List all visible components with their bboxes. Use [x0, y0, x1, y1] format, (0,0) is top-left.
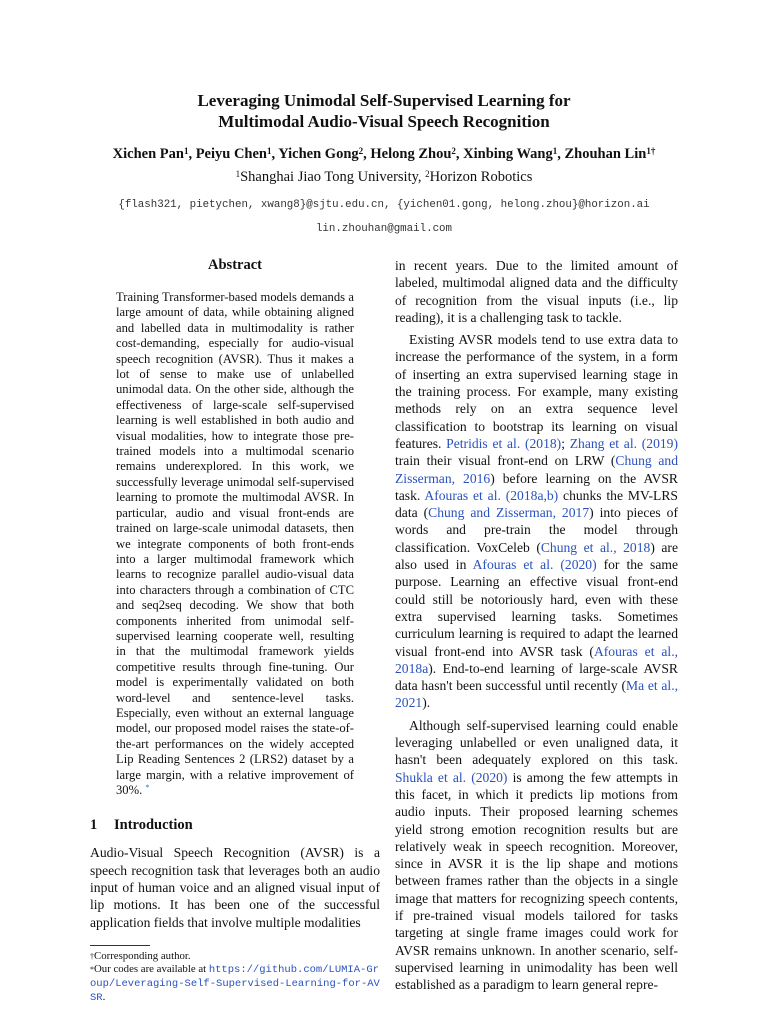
title-line-1: Leveraging Unimodal Self-Supervised Learning for	[197, 91, 571, 110]
paragraph-text: ). End-to-end learning of large-scale AVSR data hasn't been successful until recently (	[395, 660, 678, 694]
citation-link[interactable]: Petridis et al. (2018)	[446, 435, 562, 451]
author: Yichen Gong$^2$	[278, 146, 364, 162]
citation-link[interactable]: Afouras et al., 2018a	[395, 643, 678, 676]
paragraph-text: Existing AVSR models tend to use extra data to increase the performance of the system, in a form of inserting an extra supervised learning stage in the training process. For example, many existing methods rely on an extra sequence level classification to bootstrap its learning on visual features.	[395, 332, 678, 451]
paragraph-text: for the same purpose. Learning an effective visual front-end could still be notoriously hard, even with these extra supervised learning tasks. Sometimes curriculum learning is required to adapt the learned visual front-end into AVSR task (	[395, 557, 678, 659]
citation-link[interactable]: Shukla et al. (2020)	[395, 769, 508, 785]
intro-paragraph: Audio-Visual Speech Recognition (AVSR) is a speech recognition task that leverages both an audio input of human voice and an aligned visual input of lip motions. It has been one of the successful application fields that involve multiple modalities	[90, 845, 380, 930]
author: Zhouhan Lin$^{1\dagger}$	[564, 146, 656, 162]
citation-link[interactable]: Chung et al., 2018	[540, 539, 651, 555]
paragraph-text: ).	[422, 695, 431, 711]
section-heading-introduction: 1 Introduction	[90, 817, 193, 834]
footnote-divider	[90, 945, 150, 946]
footnote-marker[interactable]: *	[145, 783, 150, 792]
citation-link[interactable]: Chung and Zisserman, 2016	[395, 453, 679, 486]
paragraph-text: ) before learning on the AVSR task.	[395, 470, 678, 503]
self-supervised-paragraph	[395, 717, 678, 994]
footnote-code: *Our codes are available at https://github.com/LUMIA-Group/Leveraging-Self-Supervised-Learning-for-AVSR.	[90, 962, 380, 1004]
footnote-corresponding: †Corresponding author.	[90, 949, 191, 962]
paragraph-text: train their visual front-end on LRW (	[395, 453, 616, 469]
right-column	[395, 257, 678, 993]
paragraph-text: ) are also used in	[395, 539, 678, 573]
abstract-text: Training Transformer-based models demands a large amount of data, while obtaining aligned and labelled data in multimodality is rather cost-demanding, especially for audio-visual speech recognition (AVSR). Thus it makes a lot of sense to make use of unlabelled unimodal data. On the other side, although the effectiveness of large-scale self-supervised learning is well established in both audio and visual modalities, how to integrate those pre-trained models into a multimodal scenario remains underexplored. In this work, we successfully leverage unimodal self-supervised learning to promote the multimodal AVSR. In particular, audio and visual front-ends are trained on large-scale unimodal datasets, then we integrate components of both front-ends into a larger multimodal framework which learns to recognize parallel audio-visual data into characters through a combination of CTC and seq2seq decoding. We show that both components inherited from unimodal self-supervised learning cooperate well, resulting in that the multimodal framework yields competitive results through fine-tuning. Our model is experimentally validated on both word-level and sentence-level tasks. Especially, even without an external language model, our proposed model raises the state-of-the-art performances on the widely accepted Lip Reading Sentences 2 (LRS2) dataset by a large margin, with a relative improvement of 30%. *	[116, 290, 354, 797]
author: Xinbing Wang$^1$	[463, 146, 558, 162]
citation-link[interactable]: Afouras et al. (2018a,b)	[424, 487, 559, 503]
citation-link[interactable]: Afouras et al. (2020)	[472, 557, 597, 573]
affiliations: $^1$Shanghai Jiao Tong University, $^2$Horizon Robotics	[235, 169, 533, 185]
email-line-1: {flash321, pietychen, xwang8}@sjtu.edu.cn, {yichen01.gong, helong.zhou}@horizon.ai	[118, 199, 650, 211]
citation-link[interactable]: Zhang et al. (2019)	[569, 435, 678, 451]
related-work-paragraph	[395, 331, 678, 712]
paragraph-text: ;	[561, 435, 570, 451]
author-list: Xichen Pan$^1$, Peiyu Chen$^1$, Yichen Gong$^2$, Helong Zhou$^2$, Xinbing Wang$^1$, Zhouhan Lin$^{1\dagger}$	[112, 146, 656, 162]
email-line-2: lin.zhouhan@gmail.com	[315, 223, 453, 235]
abstract-heading: Abstract	[208, 257, 262, 273]
author: Peiyu Chen$^1$	[195, 146, 272, 162]
author: Helong Zhou$^2$	[370, 146, 456, 162]
paragraph-text: chunks the MV-LRS data (	[395, 487, 678, 521]
paragraph-text: is among the few attempts in this facet, in which it predicts lip motions from audio inputs. Their proposed learning schemes yield strong emotion recognition results but are relatively weak in speech recognition. Moreover, since in AVSR it is the lip shape and motions between frames rather than the objects in a single image that matters for recognizing speech contents, if pre-trained visual models tailored for tasks targeting at single frame images could work for AVSR remains unknown. In another scenario, self-supervised learning in unimodality has been well established as a paradigm to learn general repre-	[395, 769, 678, 993]
citation-link[interactable]: Ma et al., 2021	[395, 678, 678, 711]
code-repo-link[interactable]: https://github.com/LUMIA-Group/Leveraging-Self-Supervised-Learning-for-AVSR	[90, 963, 380, 1004]
citation-link[interactable]: Chung and Zisserman, 2017	[428, 505, 590, 521]
left-column	[90, 256, 380, 1005]
title-line-2: Multimodal Audio-Visual Speech Recognition	[218, 112, 550, 131]
footnotes	[90, 950, 380, 1005]
paragraph-text: Although self-supervised learning could enable leveraging unlabelled or even unaligned data, it hasn't been adequately explored on this task.	[395, 717, 678, 768]
paper-title	[0, 90, 768, 132]
author: Xichen Pan$^1$	[112, 146, 189, 162]
author-emails	[0, 193, 768, 241]
paragraph-text: ) into pieces of words and pre-train the model through classification. VoxCeleb (	[395, 505, 678, 555]
intro-paragraph-continued: in recent years. Due to the limited amount of labeled, multimodal aligned data and the difficulty of recognition from the visual inputs (i.e., lip reading), it is a challenging task to tackle.	[395, 258, 678, 325]
